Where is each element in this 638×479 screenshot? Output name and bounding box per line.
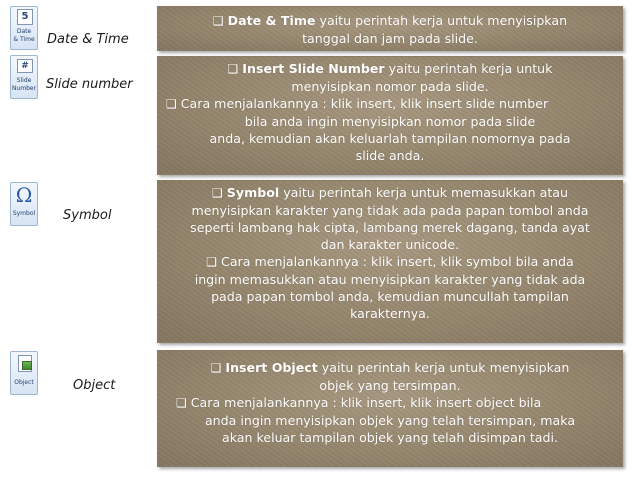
term-symbol: Symbol: [226, 185, 280, 200]
bullet-icon: ❑: [166, 97, 177, 111]
panel-object-line-1: [166, 359, 614, 377]
slide-number-icon[interactable]: [10, 55, 38, 99]
panel-symbol-line-7: pada papan tombol anda, kemudian muncullah tampilan: [211, 289, 569, 304]
panel-slide-number-text: yaitu perintah kerja untuk: [384, 61, 553, 76]
label-symbol: Symbol: [63, 208, 112, 223]
slide-number-icon-caption-bottom: Number: [11, 85, 37, 92]
panel-object: [157, 350, 623, 467]
panel-date-time: [157, 6, 623, 51]
bullet-icon: ❑: [210, 361, 222, 375]
object-icon-caption: Object: [14, 379, 34, 386]
object-picture-icon: [22, 361, 32, 370]
term-insert-slide-number: Insert Slide Number: [242, 61, 385, 76]
slide-hash-icon: #: [17, 59, 33, 73]
date-time-icon[interactable]: [10, 6, 38, 50]
panel-slide-number-line-2: menyisipkan nomor pada slide.: [291, 79, 489, 94]
bullet-icon: ❑: [212, 14, 224, 28]
symbol-icon[interactable]: [10, 182, 38, 226]
date-time-icon-caption-top: Date: [16, 28, 32, 35]
panel-symbol-line-2: menyisipkan karakter yang tidak ada pada papan tombol anda: [191, 203, 589, 218]
panel-slide-number-line-6: slide anda.: [355, 148, 425, 163]
panel-slide-number-line-5: anda, kemudian akan keluarlah tampilan nomornya pada: [209, 131, 571, 146]
panel-object-text: yaitu perintah kerja untuk menyisipkan: [317, 360, 570, 375]
panel-object-steps: Cara menjalankannya : klik insert, klik insert object bila: [190, 395, 542, 410]
label-object: Object: [73, 378, 116, 393]
term-insert-object: Insert Object: [225, 360, 318, 375]
panel-slide-number-line-3: [166, 95, 614, 113]
panel-slide-number-line-4: bila anda ingin menyisipkan nomor pada slide: [244, 114, 536, 129]
bullet-icon: ❑: [227, 62, 239, 76]
panel-symbol-text: yaitu perintah kerja untuk memasukkan atau: [279, 185, 568, 200]
bullet-icon: ❑: [206, 255, 218, 269]
slide-number-icon-caption-top: Slide: [16, 77, 32, 84]
bullet-icon: ❑: [212, 186, 223, 200]
date-time-icon-caption-bottom: & Time: [13, 36, 35, 43]
panel-symbol-line-5: [166, 253, 614, 271]
bullet-icon: ❑: [176, 396, 187, 410]
panel-object-line-4: anda ingin menyisipkan objek yang telah tersimpan, maka: [204, 413, 576, 428]
panel-symbol-line-8: karakternya.: [350, 306, 430, 321]
panel-date-time-line-1: [166, 12, 614, 30]
panel-symbol-line-3: seperti lambang hak cipta, lambang merek dagang, tanda ayat: [190, 220, 590, 235]
panel-slide-number: [157, 56, 623, 175]
panel-slide-number-steps: Cara menjalankannya : klik insert, klik insert slide number: [180, 96, 549, 111]
panel-object-line-3: [166, 394, 614, 412]
object-document-icon: [18, 355, 32, 372]
panel-symbol: [157, 180, 623, 343]
omega-icon: Ω: [15, 183, 33, 207]
panel-symbol-steps: Cara menjalankannya : klik insert, klik symbol bila anda: [221, 254, 574, 269]
label-slide-number: Slide number: [46, 77, 133, 92]
panel-symbol-line-1: [166, 184, 614, 202]
panel-date-time-text: yaitu perintah kerja untuk menyisipkan: [315, 13, 568, 28]
panel-date-time-line-2: tanggal dan jam pada slide.: [302, 31, 478, 46]
panel-slide-number-line-1: [166, 60, 614, 78]
panel-object-line-2: objek yang tersimpan.: [319, 378, 461, 393]
symbol-icon-caption: Symbol: [12, 210, 36, 217]
panel-symbol-line-4: dan karakter unicode.: [320, 237, 460, 252]
panel-symbol-line-6: ingin memasukkan atau menyisipkan karakter yang tidak ada: [194, 272, 586, 287]
label-date-time: Date & Time: [47, 32, 129, 47]
term-date-time: Date & Time: [227, 13, 316, 28]
calendar-page-icon: 5: [17, 9, 33, 25]
panel-object-line-5: akan keluar tampilan objek yang telah disimpan tadi.: [221, 430, 559, 445]
object-icon[interactable]: [10, 351, 38, 395]
